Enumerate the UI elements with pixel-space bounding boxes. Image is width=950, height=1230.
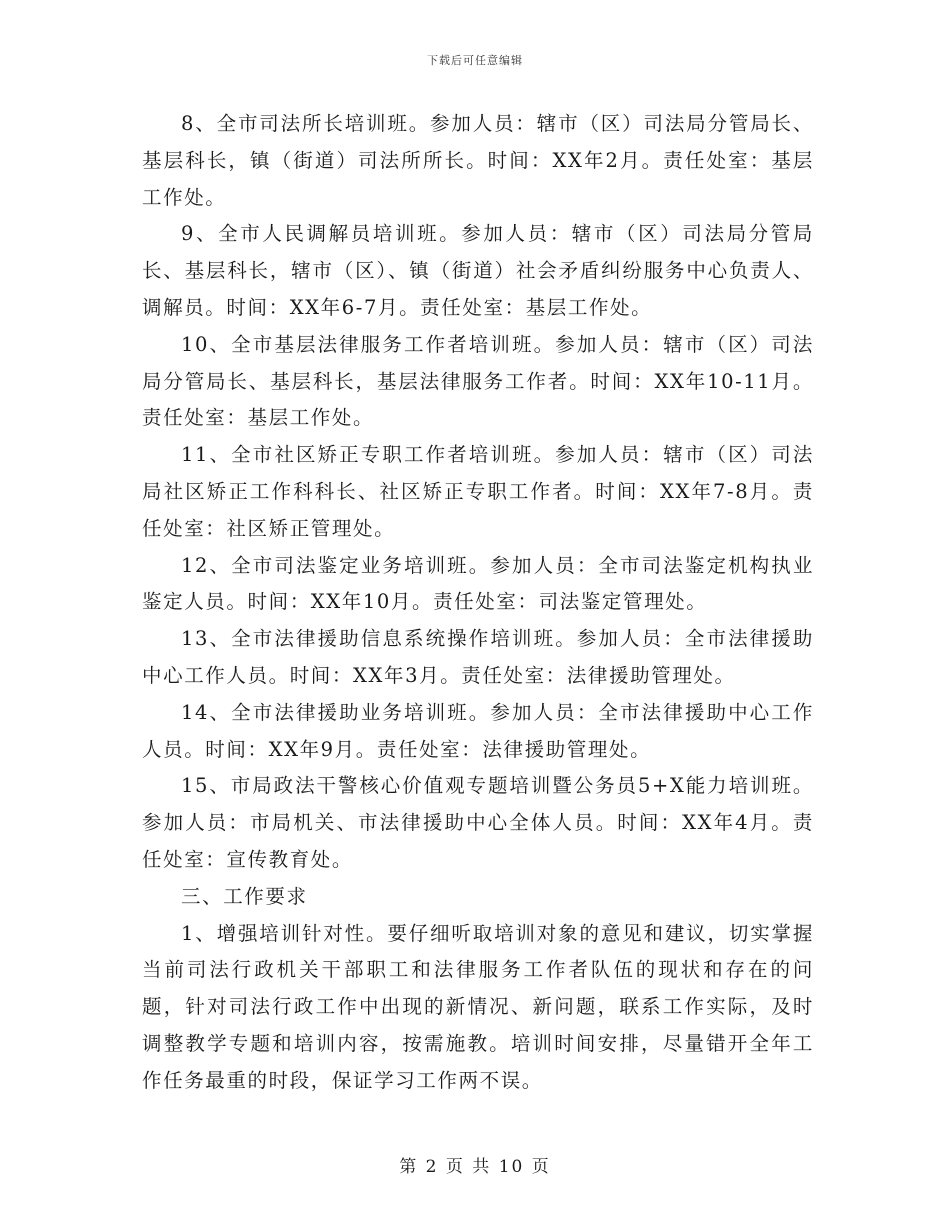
paragraph-item-15: 15、市局政法干警核心价值观专题培训暨公务员5+X能力培训班。参加人员：市局机关、市法律援助中心全体人员。时间：XX年4月。责任处室：宣传教育处。 — [142, 774, 814, 871]
section-heading: 三、工作要求 — [181, 884, 308, 908]
page-header: 下载后可任意编辑 — [427, 54, 523, 67]
paragraph-item-8: 8、全市司法所长培训班。参加人员：辖市（区）司法局分管局长、基层科长，镇（街道）司法所所长。时间：XX年2月。责任处室：基层工作处。 — [142, 112, 814, 209]
paragraph-item-14: 14、全市法律援助业务培训班。参加人员：全市法律援助中心工作人员。时间：XX年9月。责任处室：法律援助管理处。 — [142, 700, 814, 761]
paragraph-item-11: 11、全市社区矫正专职工作者培训班。参加人员：辖市（区）司法局社区矫正工作科科长、社区矫正专职工作者。时间：XX年7-8月。责任处室：社区矫正管理处。 — [142, 443, 814, 540]
paragraph-item-13: 13、全市法律援助信息系统操作培训班。参加人员：全市法律援助中心工作人员。时间：XX年3月。责任处室：法律援助管理处。 — [142, 627, 814, 687]
paragraph-item-9: 9、全市人民调解员培训班。参加人员：辖市（区）司法局分管局长、基层科长，辖市（区）、镇（街道）社会矛盾纠纷服务中心负责人、调解员。时间：XX年6-7月。责任处室：基层工作处。 — [142, 222, 814, 319]
paragraph-item-12: 12、全市司法鉴定业务培训班。参加人员：全市司法鉴定机构执业鉴定人员。时间：XX年10月。责任处室：司法鉴定管理处。 — [142, 553, 814, 614]
paragraph-item-10: 10、全市基层法律服务工作者培训班。参加人员：辖市（区）司法局分管局长、基层科长，基层法律服务工作者。时间：XX年10-11月。责任处室：基层工作处。 — [142, 332, 814, 430]
page-number: 第 2 页 共 10 页 — [399, 1157, 551, 1177]
document-body — [142, 106, 814, 1100]
paragraph-requirement-1: 1、增强培训针对性。要仔细听取培训对象的意见和建议，切实掌握当前司法行政机关干部职工和法律服务工作者队伍的现状和存在的问题，针对司法行政工作中出现的新情况、新问题，联系工作实际，及时调整教学专题和培训内容，按需施教。培训时间安排，尽量错开全年工作任务最重的时段，保证学习工作两不误。 — [142, 921, 814, 1092]
